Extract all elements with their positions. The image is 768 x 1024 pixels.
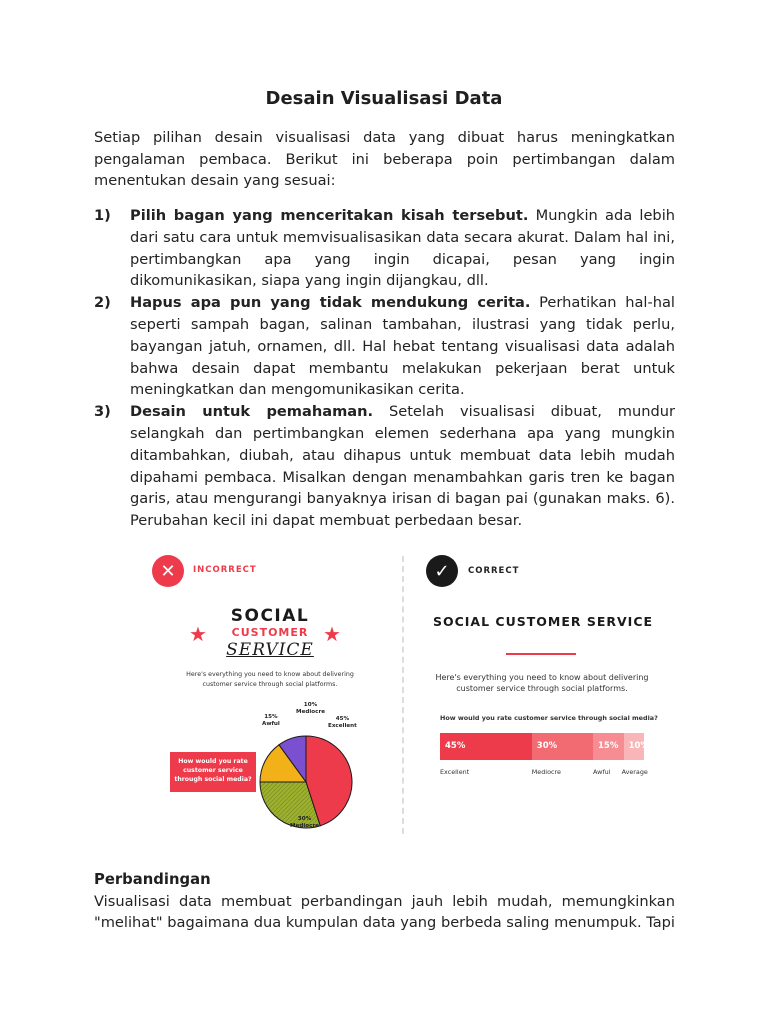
pie-label-name: Excellent <box>328 723 357 729</box>
pie-label-45 <box>328 716 357 730</box>
correct-label: CORRECT <box>468 566 520 576</box>
list-number: 2) <box>94 294 111 312</box>
list-item <box>94 292 675 401</box>
bar-segment: 30% <box>532 733 593 760</box>
outro-paragraph: Visualisasi data membuat perbandingan jauh lebih mudah, memungkinkan "melihat" bagaimana dua kumpulan data yang berbeda saling menumpuk. Tapi <box>94 893 675 931</box>
bar-category-label: Excellent <box>440 768 470 776</box>
dashed-divider <box>402 556 404 834</box>
bar-category-label: Average <box>621 768 648 776</box>
numbered-list <box>94 205 675 532</box>
list-item-text: Mungkin ada lebih dari satu cara untuk memvisualisasikan data secara akurat. Dalam hal ini, pertimbangkan apa yang ingin dicapai, pesan yang ingin dikomunikasikan, siapa yang ingin dijangkau, dll. <box>130 207 676 290</box>
list-number: 3) <box>94 403 111 421</box>
incorrect-label: INCORRECT <box>193 565 257 575</box>
incorrect-question-box: How would you rate customer service through social media? <box>170 752 256 792</box>
page-title: Desain Visualisasi Data <box>265 88 503 109</box>
list-number: 1) <box>94 207 111 224</box>
bar-segment: 15% <box>593 733 624 760</box>
star-icon: ★ <box>323 622 341 646</box>
pie-label-name: Mediocre <box>296 709 325 715</box>
x-icon: ✕ <box>152 555 184 587</box>
section-heading: Perbandingan <box>94 871 211 888</box>
list-item-text: Perhatikan hal-hal seperti sampah bagan, salinan tambahan, ilustrasi yang tidak perlu, bayangan jatuh, ornamen, dll. Hal hebat tentang visualisasi data adalah bahwa desain dapat membantu melakukan pekerjaan berat untuk meningkatkan dan mengomunikasikan cerita. <box>130 294 675 399</box>
pie-label-name: Mediocre <box>290 823 319 829</box>
bar-category-label: Awful <box>593 768 611 776</box>
pie-label-value: 10% <box>303 702 318 708</box>
pie-label-30 <box>290 816 319 830</box>
correct-title: SOCIAL CUSTOMER SERVICE <box>432 614 654 629</box>
pie-label-15 <box>262 714 280 728</box>
list-item <box>94 205 675 292</box>
pie-label-value: 30% <box>297 816 312 822</box>
list-item <box>94 401 675 532</box>
title-word-service: SERVICE <box>226 640 314 660</box>
correct-subtitle: Here's everything you need to know about delivering customer service through social platforms. <box>435 673 649 693</box>
list-item-text: Setelah visualisasi dibuat, mundur selangkah dan pertimbangkan elemen sederhana apa yang mungkin ditambahkan, diubah, atau dihapus untuk membuat data lebih mudah dipahami pembaca. Misalkan dengan menambahkan garis tren ke bagan garis, atau mengurangi banyaknya irisan di bagan pai (gunakan maks. 6). Perubahan kecil ini dapat membuat perbedaan besar. <box>130 403 675 530</box>
incorrect-title <box>210 606 330 660</box>
bar-segment: 45% <box>440 733 532 760</box>
pie-label-value: 15% <box>264 714 278 720</box>
incorrect-subtitle: Here's everything you need to know about delivering customer service through social platforms. <box>186 671 354 688</box>
stacked-bar-chart <box>440 733 649 760</box>
bar-category-label: Mediocre <box>531 768 561 776</box>
star-icon: ★ <box>189 622 207 646</box>
pie-label-name: Awful <box>262 721 280 727</box>
bar-segment: 10% <box>624 733 644 760</box>
checkmark-icon: ✓ <box>426 555 458 587</box>
comparison-infographic <box>140 548 660 838</box>
pie-label-10 <box>296 702 325 716</box>
title-underline <box>506 653 576 655</box>
title-word-customer: CUSTOMER <box>231 626 309 639</box>
correct-question: How would you rate customer service through social media? <box>440 714 658 722</box>
list-item-heading: Desain untuk pemahaman. <box>130 403 374 421</box>
intro-paragraph: Setiap pilihan desain visualisasi data yang dibuat harus meningkatkan pengalaman pembaca. Berikut ini beberapa poin pertimbangan dalam menentukan desain yang sesuai: <box>94 129 675 189</box>
list-item-heading: Hapus apa pun yang tidak mendukung cerita. <box>130 294 531 312</box>
pie-label-value: 45% <box>335 716 350 722</box>
list-item-heading: Pilih bagan yang menceritakan kisah tersebut. <box>130 207 529 224</box>
title-word-social: SOCIAL <box>230 606 310 626</box>
